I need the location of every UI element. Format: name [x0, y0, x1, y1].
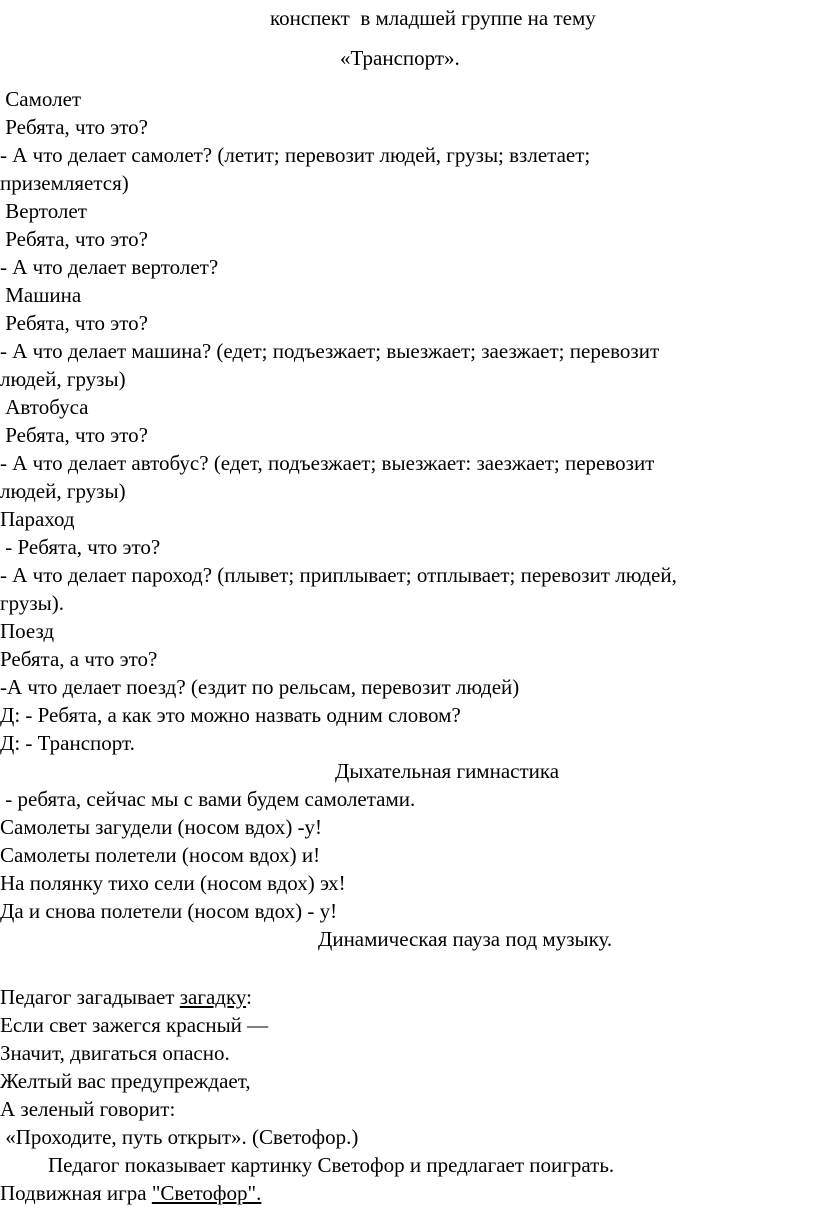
text-line: - А что делает вертолет? [0, 255, 219, 279]
riddle-link[interactable]: загадку [179, 985, 247, 1009]
text-line: Ребята, а что это? [0, 647, 158, 671]
text-line: Д: - Ребята, а как это можно назвать одним словом? [0, 703, 461, 727]
text-line: Ребята, что это? [0, 227, 148, 251]
pause-heading: Динамическая пауза под музыку. [318, 927, 613, 951]
riddle-line: Если свет зажегся красный — [0, 1013, 269, 1037]
text-line: -А что делает поезд? (ездит по рельсам, перевозит людей) [0, 675, 520, 699]
gym-line: Самолеты полетели (носом вдох) и! [0, 843, 321, 867]
text-line: - А что делает машина? (едет; подъезжает; выезжает; заезжает; перевозит [0, 339, 660, 363]
game-line [0, 1179, 816, 1207]
text-line: - А что делает самолет? (летит; перевозит людей, грузы; взлетает; [0, 143, 591, 167]
text-line: Параход [0, 507, 75, 531]
text-line: приземляется) [0, 171, 129, 195]
text-line: Вертолет [0, 199, 87, 223]
text-line: грузы). [0, 591, 64, 615]
riddle-intro-line [0, 983, 816, 1011]
doc-subtitle: «Транспорт». [340, 46, 460, 70]
gym-line: На полянку тихо сели (носом вдох) эх! [0, 871, 346, 895]
teacher-line: Педагог показывает картинку Светофор и предлагает поиграть. [48, 1153, 615, 1177]
text-line: - А что делает пароход? (плывет; приплывает; отплывает; перевозит людей, [0, 563, 677, 587]
game-prefix: Подвижная игра [0, 1181, 152, 1205]
gym-line: - ребята, сейчас мы с вами будем самолетами. [0, 787, 416, 811]
text-line: - А что делает автобус? (едет, подъезжает; выезжает: заезжает; перевозит [0, 451, 655, 475]
text-line: Самолет [0, 87, 82, 111]
text-line: Поезд [0, 619, 55, 643]
text-line: людей, грузы) [0, 479, 126, 503]
riddle-line: Значит, двигаться опасно. [0, 1041, 230, 1065]
gym-heading: Дыхательная гимнастика [335, 759, 560, 783]
gym-line: Да и снова полетели (носом вдох) - у! [0, 899, 338, 923]
riddle-line: А зеленый говорит: [0, 1097, 176, 1121]
text-line: Автобуса [0, 395, 89, 419]
gym-line: Самолеты загудели (носом вдох) -у! [0, 815, 323, 839]
riddle-line: «Проходите, путь открыт». (Светофор.) [0, 1125, 359, 1149]
text-line: Ребята, что это? [0, 311, 148, 335]
doc-title: конспект в младшей группе на тему [270, 6, 596, 30]
riddle-intro: Педагог загадывает [0, 985, 180, 1009]
text-line: Ребята, что это? [0, 115, 148, 139]
text-line: - Ребята, что это? [0, 535, 161, 559]
riddle-colon: : [246, 985, 252, 1009]
text-line: людей, грузы) [0, 367, 126, 391]
riddle-line: Желтый вас предупреждает, [0, 1069, 251, 1093]
text-line: Д: - Транспорт. [0, 731, 135, 755]
text-line: Машина [0, 283, 82, 307]
text-line: Ребята, что это? [0, 423, 148, 447]
game-link[interactable]: "Светофор". [151, 1181, 262, 1205]
